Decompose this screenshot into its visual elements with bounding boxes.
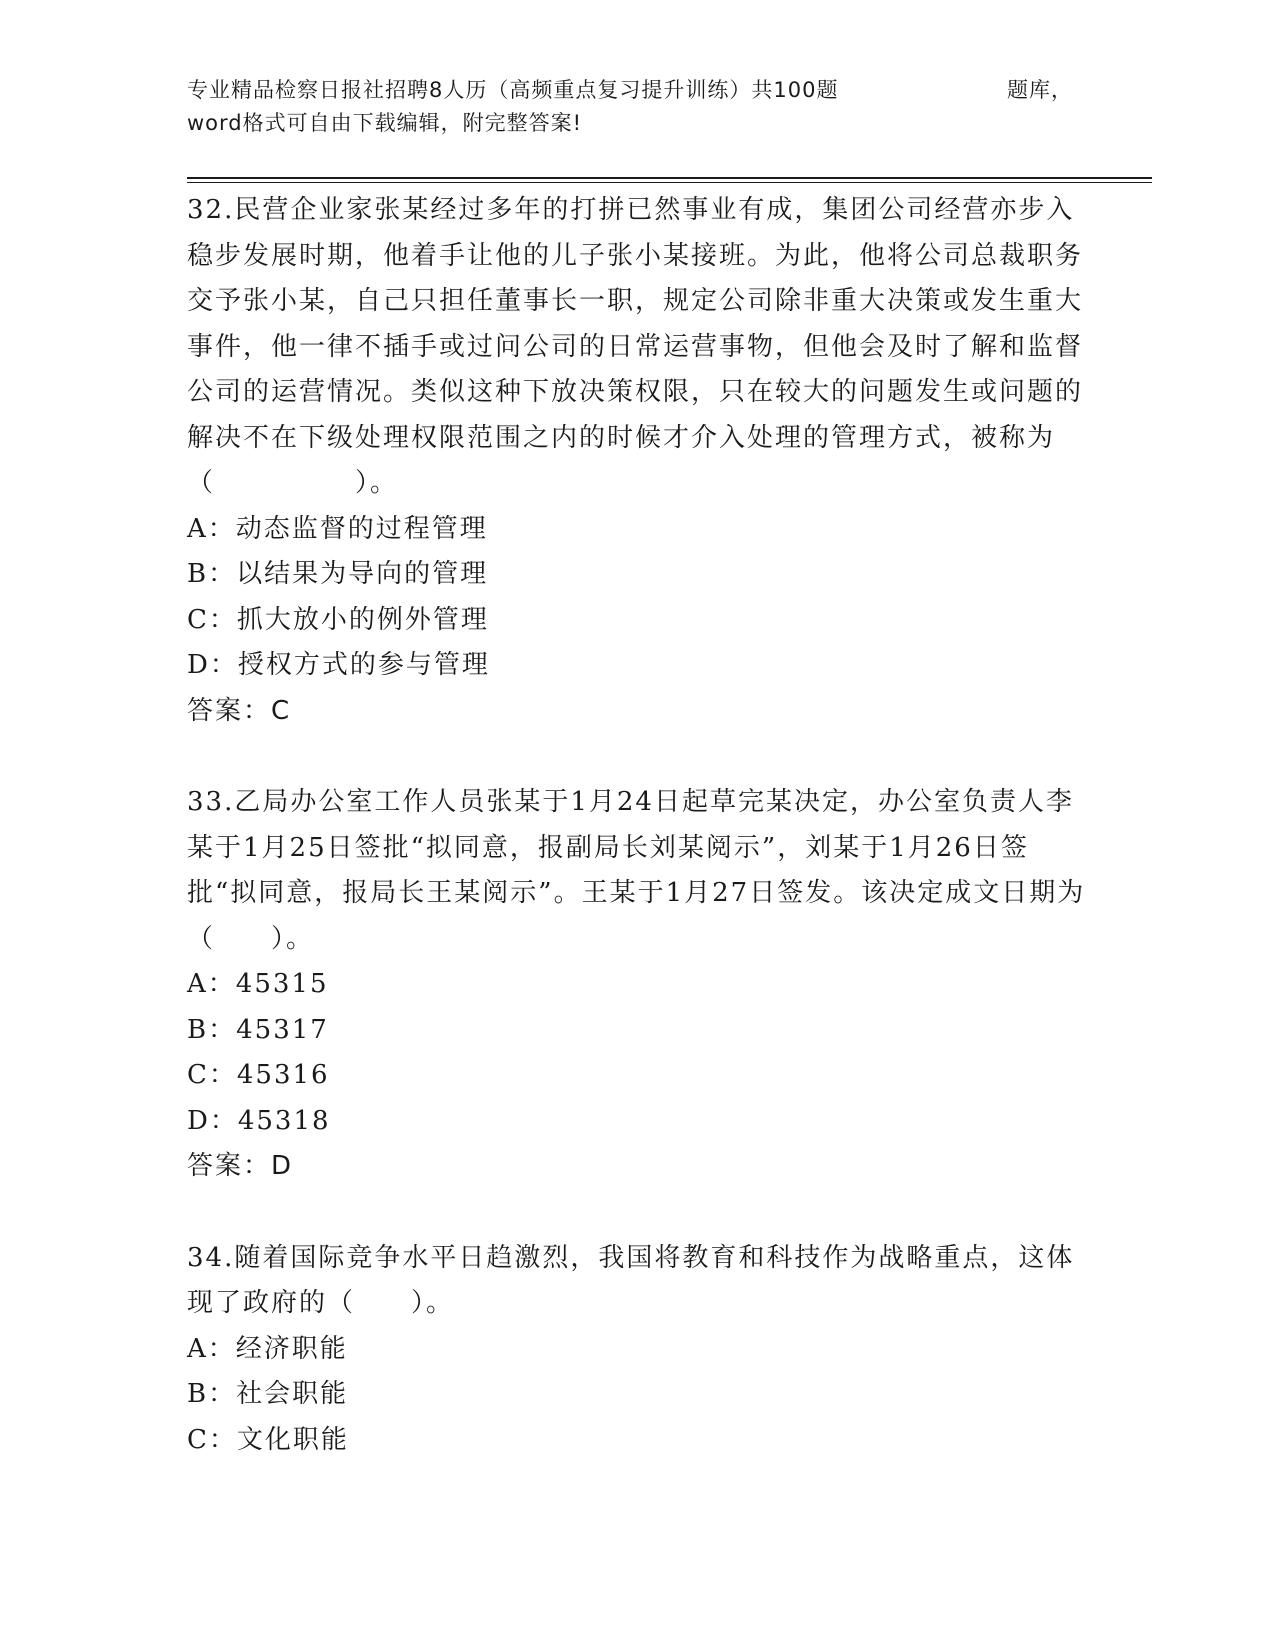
question-block-34 [187,1236,1087,1464]
question-stem: 33.乙局办公室工作人员张某于1月24日起草完某决定，办公室负责人李某于1月25日签批“拟同意，报副局长刘某阅示”，刘某于1月26日签批“拟同意，报局长王某阅示”。王某于1月27日签发。该决定成文日期为（ ）。 [187,787,1086,954]
option-c: C：45316 [187,1060,330,1090]
question-stem: 32.民营企业家张某经过多年的打拼已然事业有成，集团公司经营亦步入稳步发展时期，他着手让他的儿子张小某接班。为此，他将公司总裁职务交予张小某，自己只担任董事长一职，规定公司除非重大决策或发生重大事件，他一律不插手或过问公司的日常运营事物，但他会及时了解和监督公司的运营情况。类似这种下放决策权限，只在较大的问题发生或问题的解决不在下级处理权限范围之内的时候才介入处理的管理方式，被称为（ ）。 [187,195,1084,498]
header-rule-thick [187,177,1152,179]
header-rule-thin [187,182,1152,183]
document-header [187,74,1087,140]
answer-line: 答案：C [187,695,292,726]
option-c: C：文化职能 [187,1424,349,1455]
header-title: 专业精品检察日报社招聘8人历（高频重点复习提升训练）共100题 [187,78,839,102]
header-line-1 [187,74,1087,107]
question-stem: 34.随着国际竞争水平日趋激烈，我国将教育和科技作为战略重点，这体现了政府的（ ）。 [187,1242,1075,1318]
option-a: A：45315 [187,969,329,999]
option-a: A：经济职能 [187,1333,348,1364]
option-a: A：动态监督的过程管理 [187,513,488,544]
question-list [187,188,1087,1509]
option-d: D：45318 [187,1105,331,1136]
option-c: C：抓大放小的例外管理 [187,604,489,635]
question-block-32 [187,188,1087,734]
option-d: D：授权方式的参与管理 [187,650,490,680]
option-b: B：社会职能 [187,1379,349,1409]
question-block-33 [187,780,1087,1190]
option-b: B：以结果为导向的管理 [187,559,489,589]
answer-line: 答案：D [187,1151,294,1181]
header-line-2: word格式可自由下载编辑，附完整答案! [187,111,583,135]
option-b: B：45317 [187,1014,329,1045]
header-title-tail: 题库， [1007,78,1073,102]
